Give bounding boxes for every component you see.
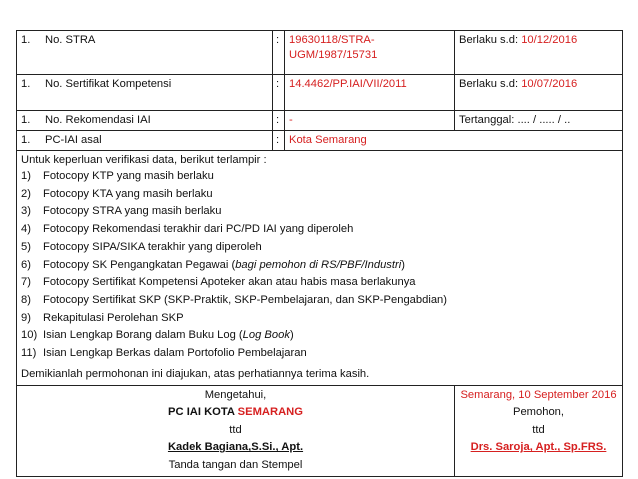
- list-item: [21, 310, 618, 328]
- closing-statement: Demikianlah permohonan ini diajukan, atas perhatiannya terima kasih.: [21, 367, 370, 380]
- row-recommendation: [17, 111, 623, 131]
- org-prefix: PC IAI KOTA: [168, 406, 235, 419]
- item-text: Isian Lengkap Berkas dalam Portofolio Pembelajaran: [43, 347, 307, 360]
- item-text: Fotocopy SIPA/SIKA terakhir yang diperoleh: [43, 240, 262, 253]
- row-certificate: [17, 75, 623, 111]
- colon: :: [273, 111, 285, 131]
- row-signatures: [17, 385, 623, 477]
- origin-value: Kota Semarang: [285, 131, 623, 151]
- list-item: [21, 186, 618, 204]
- item-text-post: ): [401, 258, 405, 271]
- item-text-emphasis: Log Book: [242, 329, 290, 342]
- item-number: 8): [21, 293, 31, 306]
- place-date: Semarang, 10 September 2016: [460, 388, 617, 401]
- item-text: Fotocopy Sertifikat SKP (SKP-Praktik, SKP-Pembelajaran, dan SKP-Pengabdian): [43, 293, 447, 306]
- validity-cell: [455, 31, 623, 75]
- row-requirements: [17, 151, 623, 386]
- item-text: Fotocopy KTA yang masih berlaku: [43, 187, 213, 200]
- item-text: Fotocopy KTP yang masih berlaku: [43, 170, 214, 182]
- list-item: [21, 292, 618, 310]
- row-label: [17, 75, 273, 111]
- field-label: No. Rekomendasi IAI: [45, 114, 151, 126]
- form-table: [16, 30, 623, 477]
- item-text-emphasis: bagi pemohon di RS/PBF/Industri: [235, 258, 402, 271]
- colon: :: [273, 131, 285, 151]
- item-number: 5): [21, 240, 31, 253]
- field-label: PC-IAI asal: [45, 134, 102, 146]
- row-number: 1.: [21, 114, 31, 126]
- list-item: [21, 327, 618, 345]
- signature-right: [455, 385, 623, 477]
- signed-mark: ttd: [532, 423, 545, 436]
- item-number: 7): [21, 276, 31, 289]
- item-number: 11): [21, 347, 37, 360]
- item-text-post: ): [289, 329, 294, 342]
- item-text: Rekapitulasi Perolehan SKP: [43, 311, 184, 324]
- verification-form: [16, 30, 622, 477]
- item-number: 1): [21, 170, 31, 182]
- item-number: 2): [21, 187, 31, 200]
- row-label: [17, 31, 273, 75]
- validity-cell: [455, 75, 623, 111]
- item-number: 10): [21, 329, 38, 342]
- org-name: [21, 404, 450, 422]
- item-text-pre: Fotocopy SK Pengangkatan Pegawai (: [43, 258, 236, 271]
- item-number: 6): [21, 258, 31, 271]
- row-number: 1.: [21, 34, 31, 46]
- item-text: Fotocopy Rekomendasi terakhir dari PC/PD IAI yang diperoleh: [43, 223, 354, 236]
- colon: :: [273, 31, 285, 75]
- validity-label: Berlaku s.d:: [459, 78, 519, 90]
- acknowledged-label: Mengetahui,: [204, 388, 267, 401]
- validity-date: 10/12/2016: [521, 34, 578, 46]
- dated-cell: [455, 111, 623, 131]
- signed-mark: ttd: [229, 423, 242, 436]
- certificate-number-value: 14.4462/PP.IAI/VII/2011: [285, 75, 455, 111]
- dated-label: Tertanggal: .... / ..... / ..: [459, 114, 571, 126]
- requirements-intro: Untuk keperluan verifikasi data, berikut terlampir :: [21, 154, 267, 166]
- list-item: [21, 274, 618, 292]
- validity-label: Berlaku s.d:: [459, 34, 519, 46]
- stra-number-value: 19630118/STRA-UGM/1987/15731: [285, 31, 455, 75]
- signer-name: Kadek Bagiana,S.Si., Apt.: [167, 441, 304, 454]
- row-number: 1.: [21, 78, 31, 90]
- org-city: SEMARANG: [237, 406, 303, 419]
- item-text: Fotocopy Sertifikat Kompetensi Apoteker akan atau habis masa berlakunya: [43, 276, 416, 289]
- field-label: No. Sertifikat Kompetensi: [45, 78, 172, 90]
- list-item: [21, 257, 618, 275]
- row-label: [17, 111, 273, 131]
- field-label: No. STRA: [45, 34, 96, 46]
- requirements-list: [21, 168, 618, 363]
- colon: :: [273, 75, 285, 111]
- item-number: 4): [21, 223, 31, 236]
- item-text: Fotocopy STRA yang masih berlaku: [43, 205, 222, 218]
- applicant-name: Drs. Saroja, Apt., Sp.FRS.: [470, 441, 607, 454]
- requirements-cell: [17, 151, 623, 386]
- row-number: 1.: [21, 134, 31, 146]
- validity-date: 10/07/2016: [521, 78, 578, 90]
- item-number: 3): [21, 205, 31, 218]
- list-item: [21, 239, 618, 257]
- row-stra: [17, 31, 623, 75]
- row-label: [17, 131, 273, 151]
- item-text-pre: Isian Lengkap Borang dalam Buku Log (: [43, 329, 243, 342]
- applicant-role: Pemohon,: [513, 406, 564, 419]
- row-origin: [17, 131, 623, 151]
- list-item: [21, 168, 618, 186]
- item-number: 9): [21, 311, 31, 324]
- signature-left: [17, 385, 455, 477]
- recommendation-value: -: [285, 111, 455, 131]
- list-item: [21, 203, 618, 221]
- signature-note: Tanda tangan dan Stempel: [168, 458, 303, 471]
- list-item: [21, 345, 618, 363]
- list-item: [21, 221, 618, 239]
